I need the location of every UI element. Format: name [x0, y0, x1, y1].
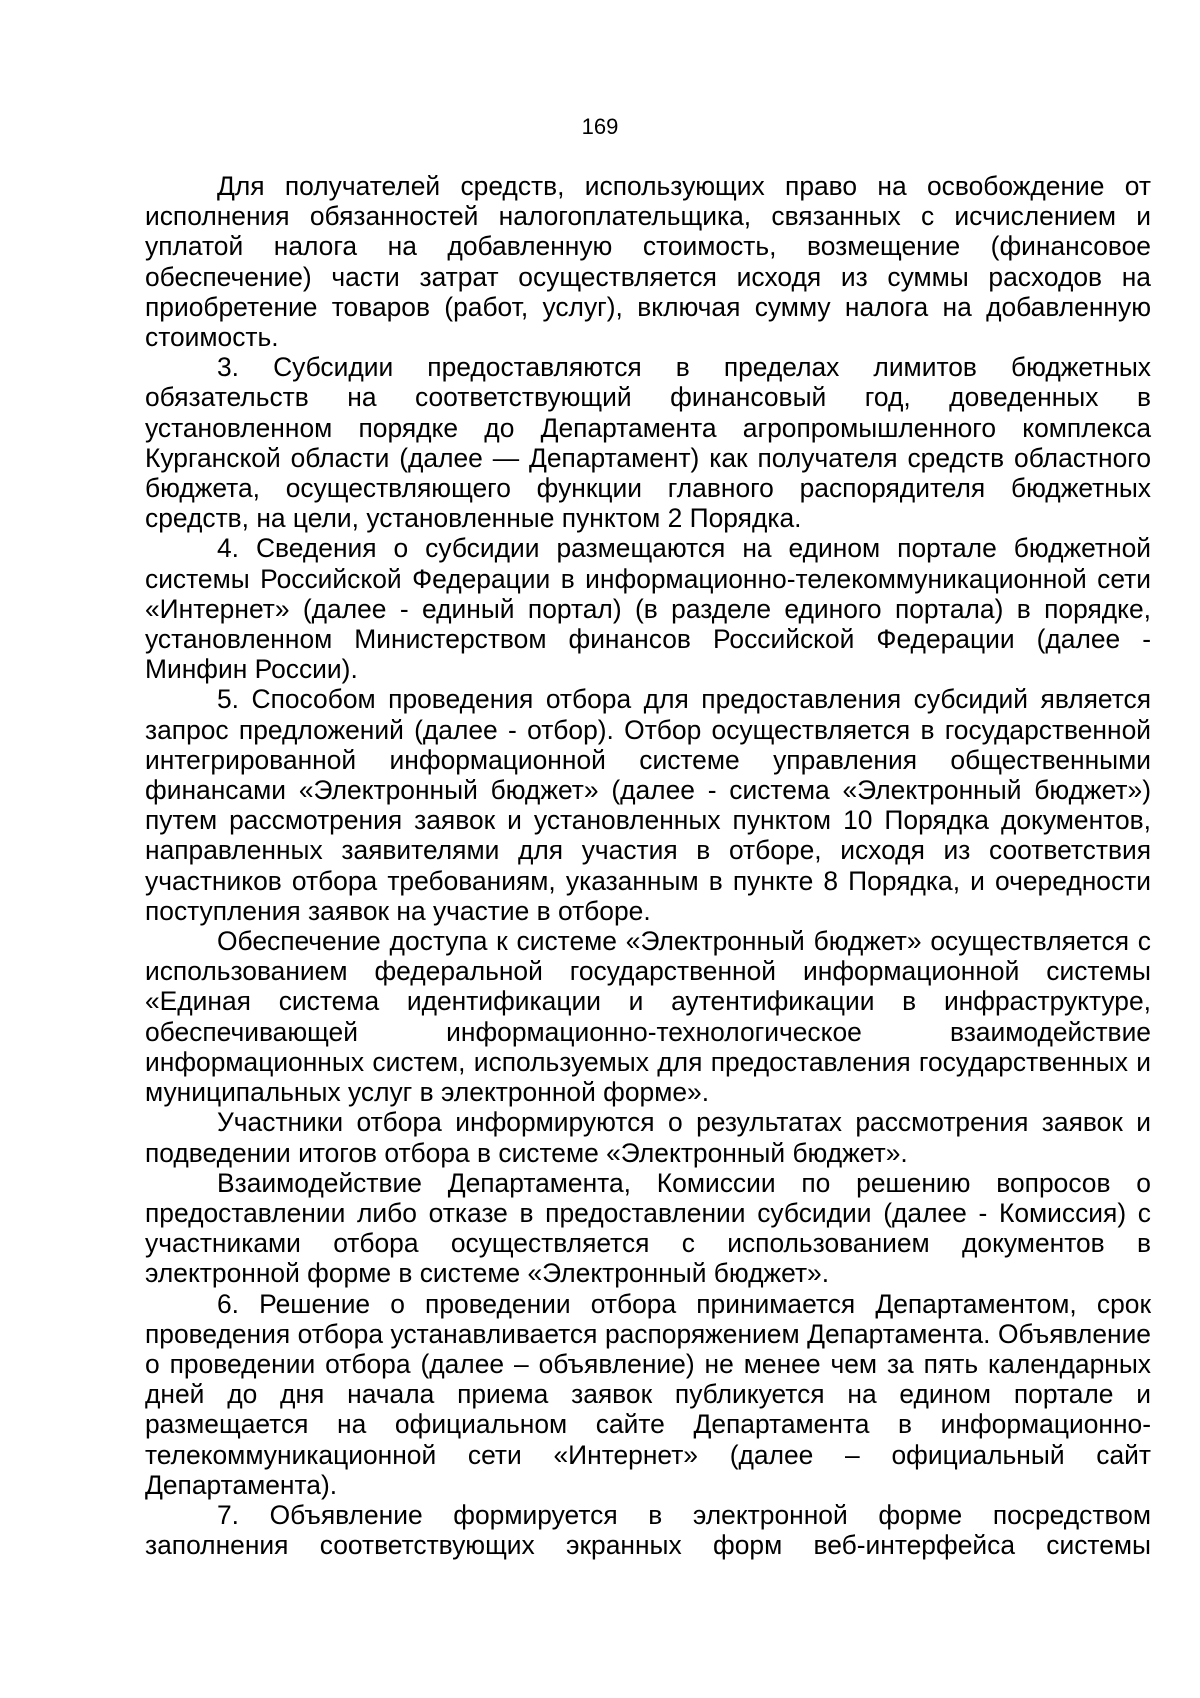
- paragraph-item-4: 4. Сведения о субсидии размещаются на едином портале бюджетной системы Российской Федерации в информационно-телекоммуникационной сети «Интернет» (далее - единый портал) (в разделе единого портала) в порядке, установленном Министерством финансов Российской Федерации (далее - Минфин России).: [145, 533, 1151, 685]
- paragraph-interaction: Взаимодействие Департамента, Комиссии по решению вопросов о предоставлении либо отказе в предоставлении субсидии (далее - Комиссия) с участниками отбора осуществляется с использованием документов в электронной форме в системе «Электронный бюджет».: [145, 1167, 1151, 1289]
- paragraph-vat-recipients: Для получателей средств, использующих право на освобождение от исполнения обязанностей налогоплательщика, связанных с исчислением и уплатой налога на добавленную стоимость, возмещение (финансовое обеспечение) части затрат осуществляется исходя из суммы расходов на приобретение товаров (работ, услуг), включая сумму налога на добавленную стоимость.: [145, 171, 1151, 353]
- paragraph-item-5: 5. Способом проведения отбора для предоставления субсидий является запрос предложений (далее - отбор). Отбор осуществляется в государственной интегрированной информационной системе управления общественными финансами «Электронный бюджет» (далее - система «Электронный бюджет») путем рассмотрения заявок и установленных пунктом 10 Порядка документов, направленных заявителями для участия в отборе, исходя из соответствия участников отбора требованиям, указанным в пункте 8 Порядка, и очередности поступления заявок на участие в отборе.: [145, 684, 1151, 926]
- paragraph-item-7: 7. Объявление формируется в электронной форме посредством заполнения соответствующих экранных форм веб-интерфейса системы: [145, 1499, 1151, 1561]
- document-body: [145, 171, 1151, 1560]
- paragraph-item-3: 3. Субсидии предоставляются в пределах лимитов бюджетных обязательств на соответствующий финансовый год, доведенных в установленном порядке до Департамента агропромышленного комплекса Курганской области (далее — Департамент) как получателя средств областного бюджета, осуществляющего функции главного распорядителя бюджетных средств, на цели, установленные пунктом 2 Порядка.: [145, 352, 1151, 534]
- paragraph-access-system: Обеспечение доступа к системе «Электронный бюджет» осуществляется с использованием федеральной государственной информационной системы «Единая система идентификации и аутентификации в инфраструктуре, обеспечивающей информационно-технологическое взаимодействие информационных систем, используемых для предоставления государственных и муниципальных услуг в электронной форме».: [145, 926, 1151, 1108]
- paragraph-item-6: 6. Решение о проведении отбора принимается Департаментом, срок проведения отбора устанавливается распоряжением Департамента. Объявление о проведении отбора (далее – объявление) не менее чем за пять календарных дней до дня начала приема заявок публикуется на едином портале и размещается на официальном сайте Департамента в информационно-телекоммуникационной сети «Интернет» (далее – официальный сайт Департамента).: [145, 1288, 1151, 1500]
- paragraph-participants-informed: Участники отбора информируются о результатах рассмотрения заявок и подведении итогов отбора в системе «Электронный бюджет».: [145, 1107, 1151, 1168]
- page-number: 169: [581, 114, 619, 139]
